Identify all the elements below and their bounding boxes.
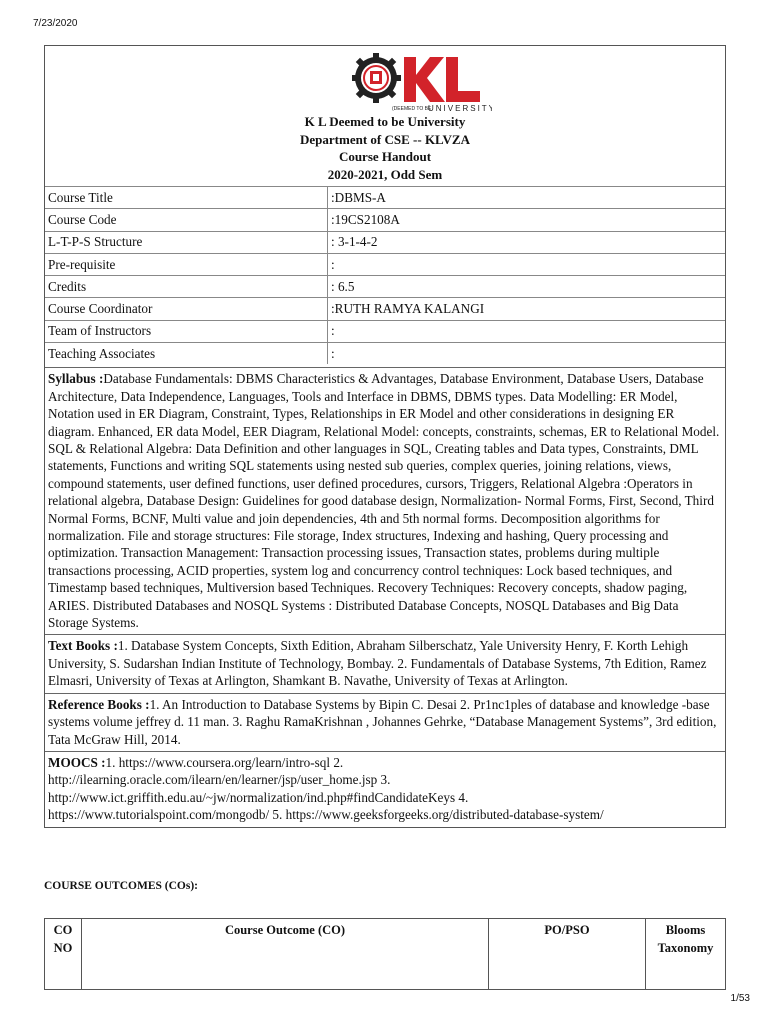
info-label: Pre-requisite [45,253,328,275]
table-header-row [45,919,726,990]
table-row [45,298,725,320]
info-value: : [328,253,726,275]
document-type: Course Handout [338,149,432,164]
logo-deemed-text: (DEEMED TO BE [392,106,432,112]
logo-university-text: UNIVERSITY [428,104,492,113]
syllabus-text: Database Fundamentals: DBMS Characteristics & Advantages, Database Environment, Database Users, Database Architecture, Data Independence, Languages, Tools and Interface in DBMS, DBMS types. Data Modelling: ER Model, Notation used in ER Diagram, Constraint, Types, Relationships in ER Model and other considerations in designing ER diagram. Enhanced, ER data Model, EER Diagram, Relational Model: concepts, constraints, schemas, ER to Relational Model. SQL & Relational Algebra: Data Definition and other languages in SQL, Creating tables and Data types, Constraints, DML statements, Functions and writing SQL statements using nested sub queries, complex queries, joining relations, views, compound statements, user defined functions, user defined procedures, cursors, Triggers, Relational Algebra :Operators in relational algebra, Database Design: Guidelines for good database design, Normalization- Normal Forms, First, Second, Third Normal Forms, BCNF, Multi value and join dependencies, 4th and 5th normal forms. Decomposition algorithms for normalization. File and storage structures: File storage, Index structures, Indexing and hashing, Query processing and optimization. Transaction Management: Transaction processing issues, Transaction states, problems during multiple transactions processing, ACID properties, system log and concurrency control techniques: Lock based techniques, and Timestamp based techniques, Multiversion based Techniques. Recovery Techniques: Recovery concepts, shadow paging, ARIES. Distributed Databases and NOSQL Systems : Distributed Database Concepts, NOSQL Databases and Big Data Storage Systems. [48,371,720,631]
moocs-section [45,751,725,827]
text-books-section [45,634,725,692]
print-date: 7/23/2020 [33,18,78,29]
reference-books-text: 1. An Introduction to Database Systems by Bipin C. Desai 2. Pr1nc1ples of database and knowledge -base systems volume jeffrey d. 11 man. 3. Raghu RamaKrishnan , Johannes Gehrke, “Database Management Systems”, 3rd edition, Tata McGraw Hill, 2014. [48,696,717,747]
department-name: Department of CSE -- KLVZA [300,131,470,147]
info-label: Credits [45,276,328,298]
mooc-link[interactable]: http://ilearning.oracle.com/ilearn/en/learner/jsp/user_home.jsp 3. [48,772,391,788]
mooc-link[interactable]: http://www.ict.griffith.edu.au/~jw/normalization/ind.php#findCandidateKeys 4. [48,789,469,805]
course-handout-frame [44,45,726,828]
kl-wordmark [404,57,480,102]
header-po-pso: PO/PSO [489,919,646,990]
header-co-no [45,919,82,990]
academic-year: 2020-2021, Odd Sem [327,166,443,182]
gear-seal-icon [352,53,401,103]
course-outcomes-table [44,918,726,990]
table-row [45,231,725,253]
info-value: : [328,343,726,365]
page-number: 1/53 [730,993,750,1004]
moocs-label: MOOCS : [48,754,106,770]
mooc-link[interactable]: 1. https://www.coursera.org/learn/intro-sql 2. [105,754,344,770]
info-value: : 3-1-4-2 [328,231,726,253]
course-info-table [45,186,725,364]
info-label: Teaching Associates [45,343,328,365]
header-blooms-line1: Blooms [665,923,706,937]
info-value: :19CS2108A [328,209,726,231]
text-books-text: 1. Database System Concepts, Sixth Edition, Abraham Silberschatz, Yale University Henry, F. Korth Lehigh University, S. Sudarshan Indian Institute of Technology, Bombay. 2. Fundamentals of Database Systems, 7th Edition, Ramez Elmasri, University of Texas at Arlington, Shamkant B. Navathe, University of Texas at Arlington. [48,638,707,689]
table-row [45,209,725,231]
table-row [45,187,725,209]
reference-books-section [45,693,725,751]
header-blooms-taxonomy [646,919,726,990]
handout-titles [45,113,725,183]
university-logo [352,51,492,113]
info-label: Course Code [45,209,328,231]
course-outcomes-title: COURSE OUTCOMES (COs): [44,880,198,892]
info-label: Course Coordinator [45,298,328,320]
mooc-link[interactable]: https://www.tutorialspoint.com/mongodb/ 5. https://www.geeksforgeeks.org/distributed-database-system/ [48,807,604,823]
header-course-outcome: Course Outcome (CO) [82,919,489,990]
reference-books-label: Reference Books : [48,696,150,712]
info-value: :DBMS-A [328,187,726,209]
info-label: L-T-P-S Structure [45,231,328,253]
text-books-label: Text Books : [48,638,118,654]
info-label: Course Title [45,187,328,209]
header-co-no-line2: NO [53,941,73,955]
header-block [45,46,725,186]
header-blooms-line2: Taxonomy [657,941,714,955]
table-row [45,320,725,342]
table-row [45,253,725,275]
header-co-no-line1: CO [53,923,73,937]
syllabus-label: Syllabus : [48,371,104,387]
syllabus-section [45,367,725,634]
university-name: K L Deemed to be University [304,114,466,129]
table-row [45,276,725,298]
info-label: Team of Instructors [45,320,328,342]
table-row [45,343,725,365]
info-value: : 6.5 [328,276,726,298]
info-value: :RUTH RAMYA KALANGI [328,298,726,320]
info-value: : [328,320,726,342]
